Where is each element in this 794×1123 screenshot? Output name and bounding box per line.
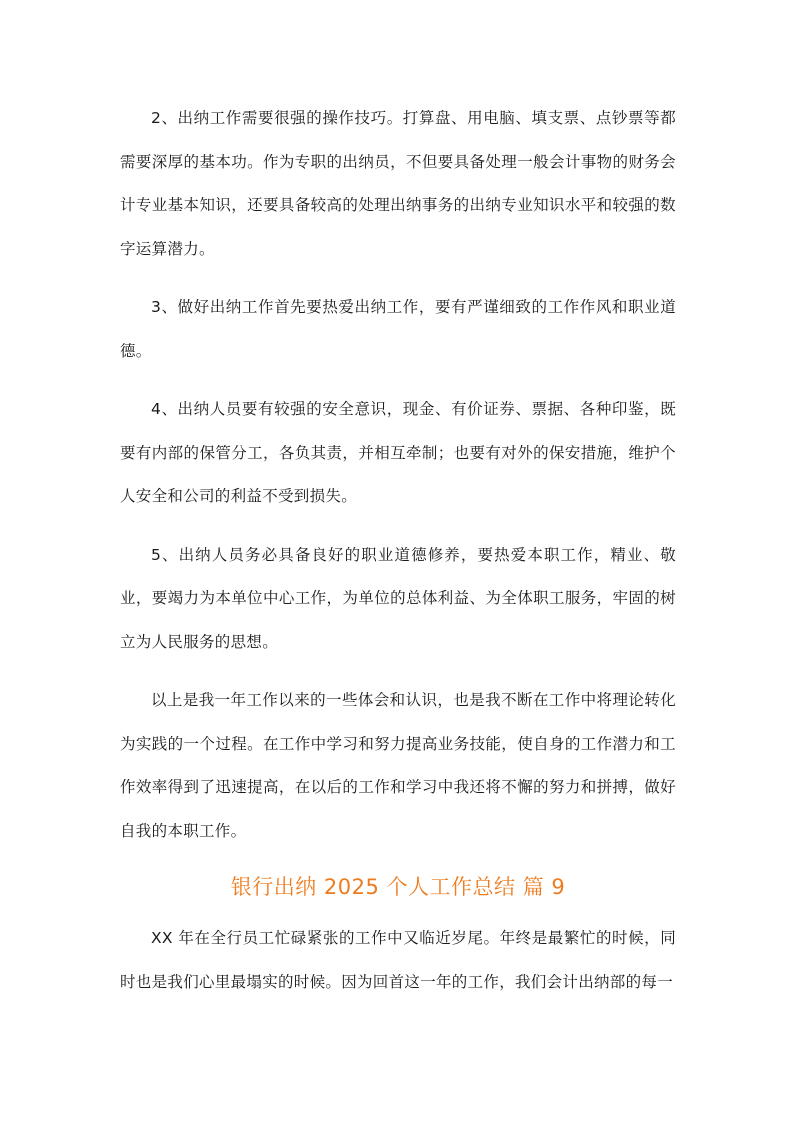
paragraph-intro: XX 年在全行员工忙碌紧张的工作中又临近岁尾。年终是最繁忙的时候，同时也是我们心里最塌实的时候。因为回首这一年的工作，我们会计出纳部的每一 (120, 929, 676, 991)
paragraph-item-4: 4、出纳人员要有较强的安全意识，现金、有价证券、票据、各种印鉴，既要有内部的保管分工，各负其责，并相互牵制；也要有对外的保安措施，维护个人安全和公司的利益不受到损失。 (120, 400, 676, 505)
section-heading: 银行出纳 2025 个人工作总结 篇 9 (230, 875, 566, 899)
paragraph-item-2: 2、出纳工作需要很强的操作技巧。打算盘、用电脑、填支票、点钞票等都需要深厚的基本功。作为专职的出纳员，不但要具备处理一般会计事物的财务会计专业基本知识，还要具备较高的处理出纳事务的出纳专业知识水平和较强的数字运算潜力。 (120, 109, 676, 258)
paragraph-conclusion: 以上是我一年工作以来的一些体会和认识，也是我不断在工作中将理论转化为实践的一个过程。在工作中学习和努力提高业务技能，使自身的工作潜力和工作效率得到了迅速提高，在以后的工作和学习中我还将不懈的努力和拼搏，做好自我的本职工作。 (120, 691, 676, 840)
document-page (120, 97, 676, 1004)
paragraph-item-3: 3、做好出纳工作首先要热爱出纳工作，要有严谨细致的工作作风和职业道德。 (120, 298, 676, 360)
paragraph-item-5: 5、出纳人员务必具备良好的职业道德修养，要热爱本职工作，精业、敬业，要竭力为本单位中心工作，为单位的总体利益、为全体职工服务，牢固的树立为人民服务的思想。 (120, 545, 676, 651)
